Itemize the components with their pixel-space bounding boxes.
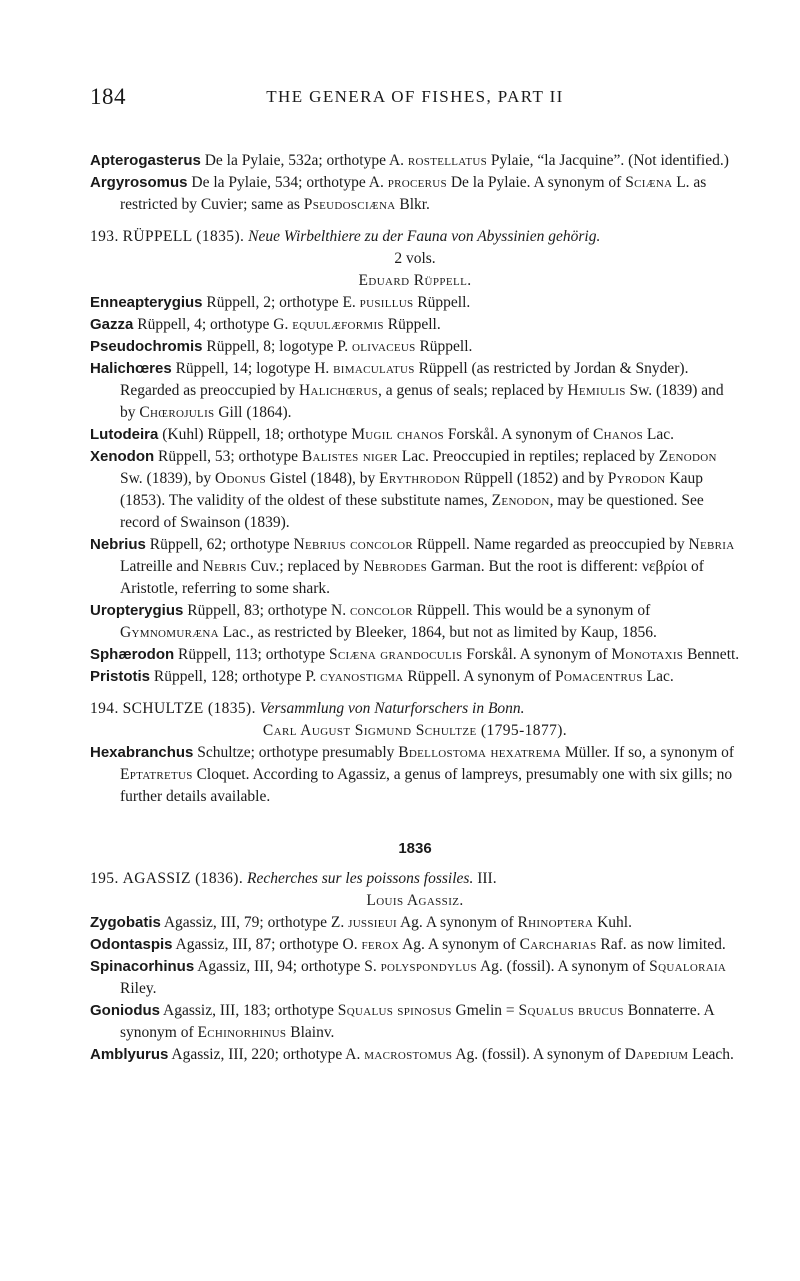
entry-apterogasterus [90, 150, 740, 172]
genus-reference: Echinorhinus [197, 1024, 287, 1041]
entry-text: Rüppell, 14; logotype H. [171, 360, 334, 377]
reference-volumes: 2 vols. [394, 250, 436, 267]
genus-name: Enneapterygius [90, 294, 203, 311]
entry-argyrosomus [90, 172, 740, 216]
reference-193 [90, 226, 740, 248]
reference-volume: III. [473, 870, 497, 887]
entry-text: Agassiz, III, 87; orthotype O. [172, 936, 362, 953]
entry-uropterygius [90, 600, 740, 644]
entry-text: Ag. A synonym of [399, 936, 520, 953]
entry-text: Bonnaterre. A synonym of [120, 1002, 714, 1041]
entry-text: Sw. (1839), by [120, 470, 216, 487]
entry-goniodus [90, 1000, 740, 1044]
entry-text: L. as restricted by Cuvier; same as [120, 174, 707, 213]
entry-text: Leach. [688, 1046, 734, 1063]
entry-text: Rüppell, 62; orthotype [145, 536, 294, 553]
entry-text: Riley. [120, 980, 157, 997]
entry-text: Lac. [643, 426, 674, 443]
genus-reference: Nebria [688, 536, 735, 553]
entry-text: Rüppell. [415, 338, 473, 355]
species-name: Balistes niger [301, 448, 398, 465]
genus-name: Hexabranchus [90, 744, 194, 761]
year-heading: 1836 [398, 840, 432, 857]
entry-text: Rüppell. [383, 316, 441, 333]
entry-text: Sw. (1839) and by [120, 382, 724, 421]
entry-text: Gistel (1848), by [265, 470, 380, 487]
entry-text: Rüppell, 53; orthotype [154, 448, 302, 465]
running-title: THE GENERA OF FISHES, PART II [266, 87, 564, 106]
genus-name: Odontaspis [90, 936, 173, 953]
genus-name: Gazza [90, 316, 134, 333]
entry-amblyurus [90, 1044, 740, 1066]
entry-pseudochromis [90, 336, 740, 358]
reference-number: 195. [90, 870, 119, 887]
entry-text: , a genus of seals; replaced by [378, 382, 568, 399]
entry-lutodeira [90, 424, 740, 446]
entry-text: De la Pylaie, 532a; orthotype A. [200, 152, 408, 169]
reference-person: Louis Agassiz. [366, 892, 464, 909]
species-name: pusillus [359, 294, 414, 311]
genus-reference: Eptatretus [120, 766, 193, 783]
genus-reference: Odonus [215, 470, 266, 487]
genus-name: Argyrosomus [90, 174, 188, 191]
reference-author: RÜPPELL (1835). [122, 228, 245, 245]
genus-name: Uropterygius [90, 602, 184, 619]
entry-text: , may be questioned. See record of Swainson (1839). [120, 492, 704, 531]
entry-text: Forskål. A synonym of [462, 646, 612, 663]
species-name: Sciæna grandoculis [329, 646, 463, 663]
entry-text: Bennett. [683, 646, 740, 663]
genus-reference: Pseudosciæna [303, 196, 396, 213]
genus-reference: Chanos [592, 426, 644, 443]
person-dates: (1795-1877). [476, 722, 568, 739]
entry-text: Agassiz, III, 183; orthotype [160, 1002, 338, 1019]
entry-xenodon [90, 446, 740, 534]
entry-text: Rüppell. A synonym of [403, 668, 556, 685]
species-name: Mugil chanos [351, 426, 444, 443]
species-name: bimaculatus [333, 360, 415, 377]
entry-text: Rüppell, 4; orthotype G. [133, 316, 293, 333]
entry-text: Rüppell, 8; logotype P. [202, 338, 352, 355]
genus-name: Sphærodon [90, 646, 175, 663]
entry-text: Latreille and [120, 558, 203, 575]
entry-text: Gmelin = [451, 1002, 519, 1019]
reference-author: SCHULTZE (1835). [122, 700, 256, 717]
entry-spinacorhinus [90, 956, 740, 1000]
genus-name: Apterogasterus [90, 152, 201, 169]
genus-reference: Gymnomuræna [120, 624, 219, 641]
reference-number: 194. [90, 700, 119, 717]
genus-reference: Hemiulis [567, 382, 626, 399]
reference-194 [90, 698, 740, 720]
reference-title: Recherches sur les poissons fossiles. [247, 870, 474, 887]
entry-text: (Kuhl) Rüppell, 18; orthotype [158, 426, 352, 443]
entry-text: Kaup (1853). The validity of the oldest of these substitute names, [120, 470, 703, 509]
entry-text: Blainv. [286, 1024, 335, 1041]
entry-pristotis [90, 666, 740, 688]
entry-text: De la Pylaie. A synonym of [446, 174, 626, 191]
genus-reference: Chœrojulis [139, 404, 215, 421]
person-name: Carl August Sigmund Schultze [262, 722, 477, 739]
entry-text: Gill (1864). [214, 404, 292, 421]
body-text [90, 150, 740, 1066]
species-name: Squalus spinosus [337, 1002, 452, 1019]
genus-name: Xenodon [90, 448, 155, 465]
reference-title: Versammlung von Naturforschers in Bonn. [259, 700, 525, 717]
reference-title: Neue Wirbelthiere zu der Fauna von Abyssinien gehörig. [248, 228, 601, 245]
entry-text: Agassiz, III, 79; orthotype Z. [160, 914, 349, 931]
entry-hexabranchus [90, 742, 740, 808]
genus-name: Pseudochromis [90, 338, 203, 355]
genus-reference: Sciæna [625, 174, 673, 191]
genus-reference: Zenodon [491, 492, 550, 509]
entry-text: Forskål. A synonym of [443, 426, 593, 443]
entry-text: Schultze; orthotype presumably [193, 744, 399, 761]
genus-reference: Pomacentrus [555, 668, 643, 685]
species-name: procerus [387, 174, 447, 191]
species-name: cyanostigma [320, 668, 404, 685]
entry-text: Rüppell. [413, 294, 471, 311]
species-name: macrostomus [364, 1046, 453, 1063]
genus-name: Nebrius [90, 536, 146, 553]
species-name: olivaceus [351, 338, 416, 355]
entry-text: Lac., as restricted by Bleeker, 1864, but not as limited by Kaup, 1856. [218, 624, 657, 641]
entry-text: Lac. [642, 668, 674, 685]
genus-reference: Pyrodon [607, 470, 666, 487]
entry-halichoeres [90, 358, 740, 424]
genus-reference: Squaloraia [649, 958, 727, 975]
genus-name: Lutodeira [90, 426, 159, 443]
species-name: ferox [361, 936, 400, 953]
entry-text: Agassiz, III, 220; orthotype A. [168, 1046, 365, 1063]
entry-text: Ag. (fossil). A synonym of [476, 958, 650, 975]
entry-text: Ag. A synonym of [396, 914, 518, 931]
entry-text: Rüppell, 113; orthotype [174, 646, 329, 663]
entry-text: Garman. But the root is different: νεβρίοι of Aristotle, referring to some shark. [120, 558, 704, 597]
entry-zygobatis [90, 912, 740, 934]
reference-person: Eduard Rüppell. [358, 272, 472, 289]
genus-reference: Nebrodes [363, 558, 428, 575]
reference-person [90, 720, 740, 742]
species-name: equulæformis [292, 316, 384, 333]
entry-text: Rüppell (1852) and by [460, 470, 608, 487]
entry-text: Rüppell, 2; orthotype E. [202, 294, 360, 311]
species-name: Nebrius concolor [293, 536, 414, 553]
genus-reference: Monotaxis [611, 646, 684, 663]
genus-name: Zygobatis [90, 914, 161, 931]
entry-text: Cloquet. According to Agassiz, a genus of lampreys, presumably one with six gills; no further details available. [120, 766, 733, 805]
reference-195 [90, 868, 740, 890]
species-name: Bdellostoma hexatrema [398, 744, 561, 761]
entry-sphaerodon [90, 644, 740, 666]
page-number: 184 [90, 84, 126, 109]
entry-text: De la Pylaie, 534; orthotype A. [187, 174, 388, 191]
running-head [90, 84, 740, 114]
genus-reference: Carcharias [519, 936, 597, 953]
entry-nebrius [90, 534, 740, 600]
entry-text: Rüppell, 128; orthotype P. [150, 668, 321, 685]
entry-text: Rüppell (as restricted by Jordan & Snyder). Regarded as preoccupied by [120, 360, 689, 399]
genus-name: Amblyurus [90, 1046, 169, 1063]
entry-text: Pylaie, “la Jacquine”. (Not identified.) [487, 152, 729, 169]
genus-name: Spinacorhinus [90, 958, 195, 975]
genus-reference: Rhinoptera [517, 914, 594, 931]
entry-odontaspis [90, 934, 740, 956]
reference-number: 193. [90, 228, 119, 245]
entry-gazza [90, 314, 740, 336]
entry-text: Müller. If so, a synonym of [560, 744, 735, 761]
entry-text: Kuhl. [593, 914, 632, 931]
genus-reference: Halichœrus [299, 382, 379, 399]
entry-text: Rüppell, 83; orthotype N. [183, 602, 350, 619]
genus-reference: Erythrodon [379, 470, 461, 487]
species-name: rostellatus [407, 152, 488, 169]
genus-reference: Dapedium [624, 1046, 689, 1063]
entry-text: Cuv.; replaced by [246, 558, 364, 575]
genus-name: Halichœres [90, 360, 172, 377]
genus-name: Pristotis [90, 668, 151, 685]
entry-text: Raf. as now limited. [596, 936, 726, 953]
entry-text: Agassiz, III, 94; orthotype S. [194, 958, 381, 975]
species-name: Squalus brucus [518, 1002, 624, 1019]
entry-text: Rüppell. This would be a synonym of [412, 602, 651, 619]
entry-text: Lac. Preoccupied in reptiles; replaced by [397, 448, 659, 465]
genus-name: Goniodus [90, 1002, 160, 1019]
genus-reference: Nebris [202, 558, 247, 575]
entry-text: Ag. (fossil). A synonym of [452, 1046, 625, 1063]
entry-enneapterygius [90, 292, 740, 314]
species-name: polyspondylus [380, 958, 477, 975]
entry-text: Blkr. [395, 196, 430, 213]
entry-text: Rüppell. Name regarded as preoccupied by [413, 536, 689, 553]
reference-author: AGASSIZ (1836). [122, 870, 244, 887]
genus-reference: Zenodon [658, 448, 717, 465]
species-name: jussieui [348, 914, 397, 931]
species-name: concolor [349, 602, 413, 619]
